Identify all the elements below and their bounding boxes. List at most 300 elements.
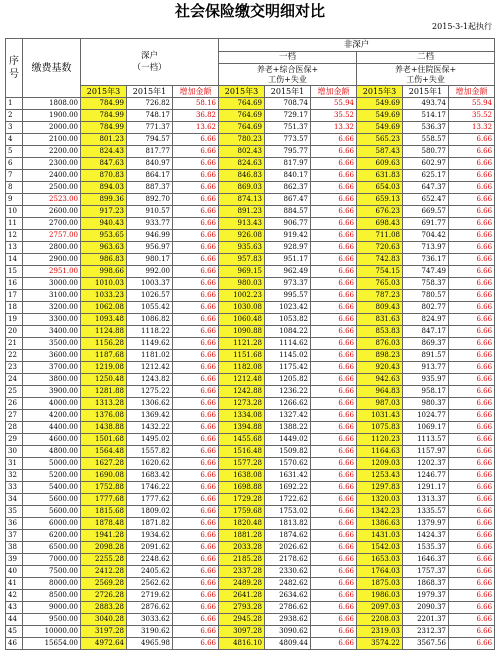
- table-row: [6, 122, 495, 134]
- tier1-2015-3-cell: 1151.68: [219, 350, 265, 362]
- shenhu-2015-1-cell: 1181.02: [127, 350, 173, 362]
- row-base-cell: 3800.00: [23, 374, 81, 386]
- tier2-increase-cell: 6.66: [449, 182, 495, 194]
- header-col-increase: 增加金额: [173, 86, 219, 98]
- shenhu-2015-1-cell: 892.70: [127, 194, 173, 206]
- shenhu-2015-1-cell: 1306.62: [127, 398, 173, 410]
- table-row: [6, 302, 495, 314]
- tier1-2015-3-cell: 1002.23: [219, 290, 265, 302]
- row-seq-cell: 18: [6, 302, 23, 314]
- tier2-2015-1-cell: 1535.37: [403, 542, 449, 554]
- row-base-cell: 4200.00: [23, 410, 81, 422]
- shenhu-2015-1-cell: 794.57: [127, 134, 173, 146]
- row-base-cell: 8500.00: [23, 590, 81, 602]
- table-row: [6, 326, 495, 338]
- table-row: [6, 266, 495, 278]
- shenhu-2015-3-cell: 894.03: [81, 182, 127, 194]
- shenhu-increase-cell: 6.66: [173, 422, 219, 434]
- shenhu-2015-1-cell: 2562.62: [127, 578, 173, 590]
- shenhu-2015-1-cell: 3190.62: [127, 626, 173, 638]
- tier1-2015-3-cell: 1182.08: [219, 362, 265, 374]
- shenhu-2015-1-cell: 2719.62: [127, 590, 173, 602]
- tier1-2015-1-cell: 1266.62: [265, 398, 311, 410]
- tier1-2015-1-cell: 2786.62: [265, 602, 311, 614]
- row-seq-cell: 28: [6, 422, 23, 434]
- row-seq-cell: 2: [6, 110, 23, 122]
- tier2-2015-3-cell: 1320.03: [357, 494, 403, 506]
- tier1-increase-cell: 6.66: [311, 290, 357, 302]
- tier1-increase-cell: 6.66: [311, 338, 357, 350]
- tier2-2015-3-cell: 711.08: [357, 230, 403, 242]
- tier1-2015-1-cell: 1449.02: [265, 434, 311, 446]
- row-seq-cell: 9: [6, 194, 23, 206]
- tier2-2015-1-cell: 1202.37: [403, 458, 449, 470]
- table-row: [6, 602, 495, 614]
- tier1-2015-3-cell: 980.03: [219, 278, 265, 290]
- tier2-increase-cell: 13.32: [449, 122, 495, 134]
- table-row: [6, 290, 495, 302]
- tier2-2015-1-cell: 1069.17: [403, 422, 449, 434]
- row-base-cell: 2900.00: [23, 254, 81, 266]
- tier1-2015-3-cell: 1516.48: [219, 446, 265, 458]
- tier2-2015-3-cell: 1764.03: [357, 566, 403, 578]
- table-row: [6, 182, 495, 194]
- shenhu-increase-cell: 6.66: [173, 494, 219, 506]
- shenhu-2015-3-cell: 2883.28: [81, 602, 127, 614]
- tier2-2015-1-cell: 691.77: [403, 218, 449, 230]
- row-base-cell: 4000.00: [23, 398, 81, 410]
- table-row: [6, 350, 495, 362]
- tier1-2015-3-cell: 1334.08: [219, 410, 265, 422]
- shenhu-increase-cell: 6.66: [173, 590, 219, 602]
- tier2-increase-cell: 6.66: [449, 626, 495, 638]
- tier1-2015-3-cell: 935.63: [219, 242, 265, 254]
- tier1-2015-3-cell: 780.23: [219, 134, 265, 146]
- tier1-increase-cell: 6.66: [311, 194, 357, 206]
- row-seq-cell: 4: [6, 134, 23, 146]
- shenhu-2015-3-cell: 2569.28: [81, 578, 127, 590]
- tier1-2015-3-cell: 891.23: [219, 206, 265, 218]
- tier1-2015-1-cell: 928.97: [265, 242, 311, 254]
- page-title: 社会保险缴交明细对比: [174, 2, 325, 20]
- shenhu-2015-3-cell: 1219.08: [81, 362, 127, 374]
- row-seq-cell: 34: [6, 494, 23, 506]
- tier1-increase-cell: 35.52: [311, 110, 357, 122]
- shenhu-2015-1-cell: 933.77: [127, 218, 173, 230]
- tier1-2015-1-cell: 1874.62: [265, 530, 311, 542]
- tier1-2015-1-cell: 962.49: [265, 266, 311, 278]
- row-seq-cell: 41: [6, 578, 23, 590]
- tier1-2015-3-cell: 1394.88: [219, 422, 265, 434]
- header-col-2015-3: 2015年3: [357, 86, 403, 98]
- tier1-increase-cell: 6.66: [311, 530, 357, 542]
- tier1-2015-1-cell: 1753.02: [265, 506, 311, 518]
- tier2-2015-1-cell: 647.37: [403, 182, 449, 194]
- tier2-increase-cell: 6.66: [449, 134, 495, 146]
- row-base-cell: 2700.00: [23, 218, 81, 230]
- tier1-increase-cell: 6.66: [311, 398, 357, 410]
- tier1-increase-cell: 6.66: [311, 494, 357, 506]
- row-seq-cell: 10: [6, 206, 23, 218]
- tier1-2015-3-cell: 1698.88: [219, 482, 265, 494]
- shenhu-increase-cell: 6.66: [173, 386, 219, 398]
- tier2-2015-3-cell: 654.03: [357, 182, 403, 194]
- tier2-2015-1-cell: 758.37: [403, 278, 449, 290]
- tier2-2015-3-cell: 787.23: [357, 290, 403, 302]
- tier2-2015-3-cell: 698.43: [357, 218, 403, 230]
- shenhu-2015-3-cell: 1941.28: [81, 530, 127, 542]
- table-row: [6, 410, 495, 422]
- tier1-2015-3-cell: 1242.88: [219, 386, 265, 398]
- tier1-2015-1-cell: 1570.62: [265, 458, 311, 470]
- tier2-2015-3-cell: 565.23: [357, 134, 403, 146]
- tier2-2015-3-cell: 1031.43: [357, 410, 403, 422]
- tier2-2015-3-cell: 549.69: [357, 110, 403, 122]
- shenhu-2015-1-cell: 956.97: [127, 242, 173, 254]
- shenhu-2015-1-cell: 1934.62: [127, 530, 173, 542]
- tier1-2015-1-cell: 1145.02: [265, 350, 311, 362]
- tier1-2015-1-cell: 1053.82: [265, 314, 311, 326]
- tier2-increase-cell: 6.66: [449, 350, 495, 362]
- shenhu-2015-1-cell: 771.37: [127, 122, 173, 134]
- header-col-2015-1: 2015年1: [403, 86, 449, 98]
- tier2-2015-1-cell: 580.77: [403, 146, 449, 158]
- tier2-2015-3-cell: 2097.03: [357, 602, 403, 614]
- header-col-2015-1: 2015年1: [265, 86, 311, 98]
- tier1-2015-1-cell: 817.97: [265, 158, 311, 170]
- shenhu-increase-cell: 6.66: [173, 434, 219, 446]
- tier2-2015-3-cell: 676.23: [357, 206, 403, 218]
- tier1-increase-cell: 6.66: [311, 482, 357, 494]
- row-base-cell: 2300.00: [23, 158, 81, 170]
- tier2-increase-cell: 6.66: [449, 158, 495, 170]
- shenhu-2015-1-cell: 2876.62: [127, 602, 173, 614]
- tier2-2015-3-cell: 942.63: [357, 374, 403, 386]
- shenhu-2015-1-cell: 1871.82: [127, 518, 173, 530]
- tier1-2015-1-cell: 2482.62: [265, 578, 311, 590]
- row-seq-cell: 37: [6, 530, 23, 542]
- tier2-2015-1-cell: 1646.37: [403, 554, 449, 566]
- tier1-2015-3-cell: 764.69: [219, 122, 265, 134]
- tier1-increase-cell: 6.66: [311, 266, 357, 278]
- shenhu-increase-cell: 6.66: [173, 578, 219, 590]
- row-base-cell: 4800.00: [23, 446, 81, 458]
- tier1-increase-cell: 6.66: [311, 242, 357, 254]
- tier2-increase-cell: 6.66: [449, 518, 495, 530]
- table-row: [6, 506, 495, 518]
- shenhu-2015-1-cell: 864.17: [127, 170, 173, 182]
- table-row: [6, 374, 495, 386]
- shenhu-increase-cell: 6.66: [173, 266, 219, 278]
- tier2-2015-3-cell: 549.69: [357, 98, 403, 110]
- tier1-2015-3-cell: 1455.68: [219, 434, 265, 446]
- shenhu-2015-3-cell: 1010.03: [81, 278, 127, 290]
- table-body: [6, 98, 495, 650]
- tier1-increase-cell: 6.66: [311, 170, 357, 182]
- tier2-2015-1-cell: 602.97: [403, 158, 449, 170]
- tier1-2015-1-cell: 1023.42: [265, 302, 311, 314]
- tier2-2015-3-cell: 809.43: [357, 302, 403, 314]
- table-row: [6, 170, 495, 182]
- table-row: [6, 386, 495, 398]
- tier1-2015-3-cell: 1030.08: [219, 302, 265, 314]
- shenhu-2015-3-cell: 4972.64: [81, 638, 127, 650]
- tier2-2015-3-cell: 1653.03: [357, 554, 403, 566]
- shenhu-increase-cell: 6.66: [173, 290, 219, 302]
- shenhu-2015-3-cell: 1124.88: [81, 326, 127, 338]
- tier2-increase-cell: 6.66: [449, 302, 495, 314]
- tier2-increase-cell: 6.66: [449, 242, 495, 254]
- tier1-2015-3-cell: 764.69: [219, 98, 265, 110]
- tier2-2015-3-cell: 1386.63: [357, 518, 403, 530]
- tier2-2015-1-cell: 1157.97: [403, 446, 449, 458]
- shenhu-2015-1-cell: 1809.02: [127, 506, 173, 518]
- shenhu-2015-1-cell: 887.37: [127, 182, 173, 194]
- row-base-cell: 7500.00: [23, 566, 81, 578]
- tier1-2015-3-cell: 869.03: [219, 182, 265, 194]
- tier1-2015-3-cell: 926.08: [219, 230, 265, 242]
- shenhu-2015-3-cell: 1376.08: [81, 410, 127, 422]
- shenhu-2015-1-cell: 946.99: [127, 230, 173, 242]
- shenhu-increase-cell: 36.82: [173, 110, 219, 122]
- shenhu-2015-1-cell: 1243.82: [127, 374, 173, 386]
- tier2-2015-3-cell: 1875.03: [357, 578, 403, 590]
- header-tier1-sub: 养老+综合医保+ 工伤+失业: [219, 64, 357, 86]
- tier1-2015-1-cell: 3090.62: [265, 626, 311, 638]
- tier2-increase-cell: 6.66: [449, 530, 495, 542]
- tier1-2015-3-cell: 1729.28: [219, 494, 265, 506]
- tier2-2015-1-cell: 1424.37: [403, 530, 449, 542]
- shenhu-increase-cell: 6.66: [173, 326, 219, 338]
- tier2-2015-1-cell: 2090.37: [403, 602, 449, 614]
- tier2-2015-1-cell: 891.57: [403, 350, 449, 362]
- tier1-2015-3-cell: 913.43: [219, 218, 265, 230]
- tier1-increase-cell: 6.66: [311, 470, 357, 482]
- tier2-increase-cell: 6.66: [449, 230, 495, 242]
- tier1-2015-3-cell: 1577.28: [219, 458, 265, 470]
- shenhu-2015-3-cell: 1156.28: [81, 338, 127, 350]
- tier1-increase-cell: 6.66: [311, 362, 357, 374]
- table-row: [6, 578, 495, 590]
- row-base-cell: 9500.00: [23, 614, 81, 626]
- tier1-2015-1-cell: 1813.82: [265, 518, 311, 530]
- tier2-2015-3-cell: 898.23: [357, 350, 403, 362]
- row-base-cell: 2100.00: [23, 134, 81, 146]
- table-row: [6, 422, 495, 434]
- shenhu-2015-3-cell: 940.43: [81, 218, 127, 230]
- shenhu-2015-3-cell: 998.66: [81, 266, 127, 278]
- tier2-increase-cell: 6.66: [449, 482, 495, 494]
- tier1-2015-3-cell: 2793.28: [219, 602, 265, 614]
- shenhu-2015-3-cell: 1062.08: [81, 302, 127, 314]
- row-seq-cell: 24: [6, 374, 23, 386]
- shenhu-increase-cell: 6.66: [173, 362, 219, 374]
- shenhu-2015-3-cell: 986.83: [81, 254, 127, 266]
- row-seq-cell: 22: [6, 350, 23, 362]
- shenhu-2015-1-cell: 748.17: [127, 110, 173, 122]
- row-seq-cell: 6: [6, 158, 23, 170]
- tier2-2015-3-cell: 987.03: [357, 398, 403, 410]
- tier1-2015-3-cell: 1759.68: [219, 506, 265, 518]
- row-base-cell: 7000.00: [23, 554, 81, 566]
- header-shenhu: 深户 （一档）: [81, 39, 219, 86]
- shenhu-2015-1-cell: 1495.02: [127, 434, 173, 446]
- shenhu-2015-1-cell: 1149.62: [127, 338, 173, 350]
- shenhu-increase-cell: 6.66: [173, 146, 219, 158]
- shenhu-increase-cell: 6.66: [173, 542, 219, 554]
- tier1-increase-cell: 6.66: [311, 554, 357, 566]
- tier1-increase-cell: 6.66: [311, 254, 357, 266]
- tier2-2015-1-cell: 847.17: [403, 326, 449, 338]
- shenhu-2015-3-cell: 801.23: [81, 134, 127, 146]
- tier2-2015-1-cell: 493.74: [403, 98, 449, 110]
- shenhu-2015-3-cell: 1438.88: [81, 422, 127, 434]
- shenhu-2015-3-cell: 3040.28: [81, 614, 127, 626]
- tier1-increase-cell: 6.66: [311, 422, 357, 434]
- table-row: [6, 554, 495, 566]
- tier1-2015-1-cell: 973.37: [265, 278, 311, 290]
- table-row: [6, 494, 495, 506]
- tier2-increase-cell: 6.66: [449, 314, 495, 326]
- tier2-2015-3-cell: 1342.23: [357, 506, 403, 518]
- tier2-2015-3-cell: 631.83: [357, 170, 403, 182]
- tier1-2015-1-cell: 862.37: [265, 182, 311, 194]
- shenhu-increase-cell: 58.16: [173, 98, 219, 110]
- tier1-2015-3-cell: 1060.48: [219, 314, 265, 326]
- tier1-2015-3-cell: 2185.28: [219, 554, 265, 566]
- shenhu-increase-cell: 6.66: [173, 278, 219, 290]
- shenhu-2015-3-cell: 2726.28: [81, 590, 127, 602]
- tier2-2015-1-cell: 713.97: [403, 242, 449, 254]
- row-seq-cell: 23: [6, 362, 23, 374]
- tier2-2015-3-cell: 587.43: [357, 146, 403, 158]
- table-row: [6, 134, 495, 146]
- table-row: [6, 434, 495, 446]
- tier2-2015-3-cell: 3574.22: [357, 638, 403, 650]
- header-base: 缴费基数: [23, 39, 81, 98]
- shenhu-2015-3-cell: 784.99: [81, 122, 127, 134]
- shenhu-increase-cell: 6.66: [173, 254, 219, 266]
- tier2-2015-1-cell: 824.97: [403, 314, 449, 326]
- shenhu-2015-3-cell: 899.36: [81, 194, 127, 206]
- tier1-2015-1-cell: 729.17: [265, 110, 311, 122]
- shenhu-increase-cell: 6.66: [173, 458, 219, 470]
- tier1-increase-cell: 6.66: [311, 158, 357, 170]
- tier2-2015-1-cell: 802.77: [403, 302, 449, 314]
- row-seq-cell: 42: [6, 590, 23, 602]
- tier1-2015-3-cell: 824.63: [219, 158, 265, 170]
- header-tier2: 二档: [357, 52, 495, 64]
- row-seq-cell: 25: [6, 386, 23, 398]
- row-seq-cell: 13: [6, 242, 23, 254]
- shenhu-increase-cell: 6.66: [173, 374, 219, 386]
- table-row: [6, 158, 495, 170]
- tier1-2015-3-cell: 1881.28: [219, 530, 265, 542]
- tier1-2015-1-cell: 751.37: [265, 122, 311, 134]
- tier2-increase-cell: 6.66: [449, 470, 495, 482]
- table-row: [6, 590, 495, 602]
- shenhu-2015-3-cell: 1878.48: [81, 518, 127, 530]
- tier1-2015-3-cell: 1212.48: [219, 374, 265, 386]
- row-seq-cell: 5: [6, 146, 23, 158]
- row-base-cell: 6200.00: [23, 530, 81, 542]
- tier1-increase-cell: 6.66: [311, 350, 357, 362]
- shenhu-2015-1-cell: 1777.62: [127, 494, 173, 506]
- tier2-increase-cell: 6.66: [449, 266, 495, 278]
- header-col-2015-3: 2015年3: [219, 86, 265, 98]
- row-seq-cell: 40: [6, 566, 23, 578]
- tier2-increase-cell: 35.52: [449, 110, 495, 122]
- tier1-2015-3-cell: 846.83: [219, 170, 265, 182]
- tier1-increase-cell: 13.32: [311, 122, 357, 134]
- shenhu-2015-3-cell: 1815.68: [81, 506, 127, 518]
- tier2-increase-cell: 6.66: [449, 434, 495, 446]
- tier1-2015-1-cell: 995.57: [265, 290, 311, 302]
- tier2-increase-cell: 6.66: [449, 146, 495, 158]
- table-row: [6, 530, 495, 542]
- tier1-increase-cell: 6.66: [311, 614, 357, 626]
- tier2-2015-3-cell: 2319.03: [357, 626, 403, 638]
- shenhu-2015-1-cell: 1086.82: [127, 314, 173, 326]
- tier2-increase-cell: 6.66: [449, 326, 495, 338]
- tier2-2015-1-cell: 935.97: [403, 374, 449, 386]
- row-base-cell: 2500.00: [23, 182, 81, 194]
- tier1-2015-3-cell: 764.69: [219, 110, 265, 122]
- shenhu-increase-cell: 6.66: [173, 194, 219, 206]
- tier1-2015-3-cell: 2489.28: [219, 578, 265, 590]
- table-row: [6, 482, 495, 494]
- row-base-cell: 2800.00: [23, 242, 81, 254]
- tier2-2015-3-cell: 831.63: [357, 314, 403, 326]
- shenhu-2015-1-cell: 2248.62: [127, 554, 173, 566]
- row-seq-cell: 21: [6, 338, 23, 350]
- tier1-2015-1-cell: 884.57: [265, 206, 311, 218]
- row-base-cell: 4600.00: [23, 434, 81, 446]
- shenhu-2015-1-cell: 1118.22: [127, 326, 173, 338]
- tier2-2015-1-cell: 652.47: [403, 194, 449, 206]
- shenhu-increase-cell: 6.66: [173, 182, 219, 194]
- row-seq-cell: 31: [6, 458, 23, 470]
- tier1-2015-3-cell: 1273.28: [219, 398, 265, 410]
- row-base-cell: 2523.00: [23, 194, 81, 206]
- table-row: [6, 614, 495, 626]
- row-seq-cell: 33: [6, 482, 23, 494]
- tier2-increase-cell: 6.66: [449, 218, 495, 230]
- shenhu-2015-3-cell: 963.63: [81, 242, 127, 254]
- tier1-2015-3-cell: 2945.28: [219, 614, 265, 626]
- row-seq-cell: 29: [6, 434, 23, 446]
- shenhu-2015-3-cell: 1627.28: [81, 458, 127, 470]
- tier2-2015-3-cell: 659.13: [357, 194, 403, 206]
- tier2-2015-1-cell: 1335.57: [403, 506, 449, 518]
- tier2-2015-3-cell: 2208.03: [357, 614, 403, 626]
- table-row: [6, 218, 495, 230]
- tier2-2015-3-cell: 1253.43: [357, 470, 403, 482]
- tier1-2015-1-cell: 1692.22: [265, 482, 311, 494]
- tier1-2015-3-cell: 1638.08: [219, 470, 265, 482]
- tier1-increase-cell: 6.66: [311, 314, 357, 326]
- shenhu-2015-3-cell: 784.99: [81, 98, 127, 110]
- row-seq-cell: 14: [6, 254, 23, 266]
- tier1-2015-1-cell: 1084.22: [265, 326, 311, 338]
- tier1-2015-3-cell: 874.13: [219, 194, 265, 206]
- shenhu-increase-cell: 6.66: [173, 626, 219, 638]
- shenhu-2015-1-cell: 1026.57: [127, 290, 173, 302]
- shenhu-2015-3-cell: 3197.28: [81, 626, 127, 638]
- tier1-2015-1-cell: 1327.42: [265, 410, 311, 422]
- shenhu-increase-cell: 6.66: [173, 446, 219, 458]
- header-col-2015-3: 2015年3: [81, 86, 127, 98]
